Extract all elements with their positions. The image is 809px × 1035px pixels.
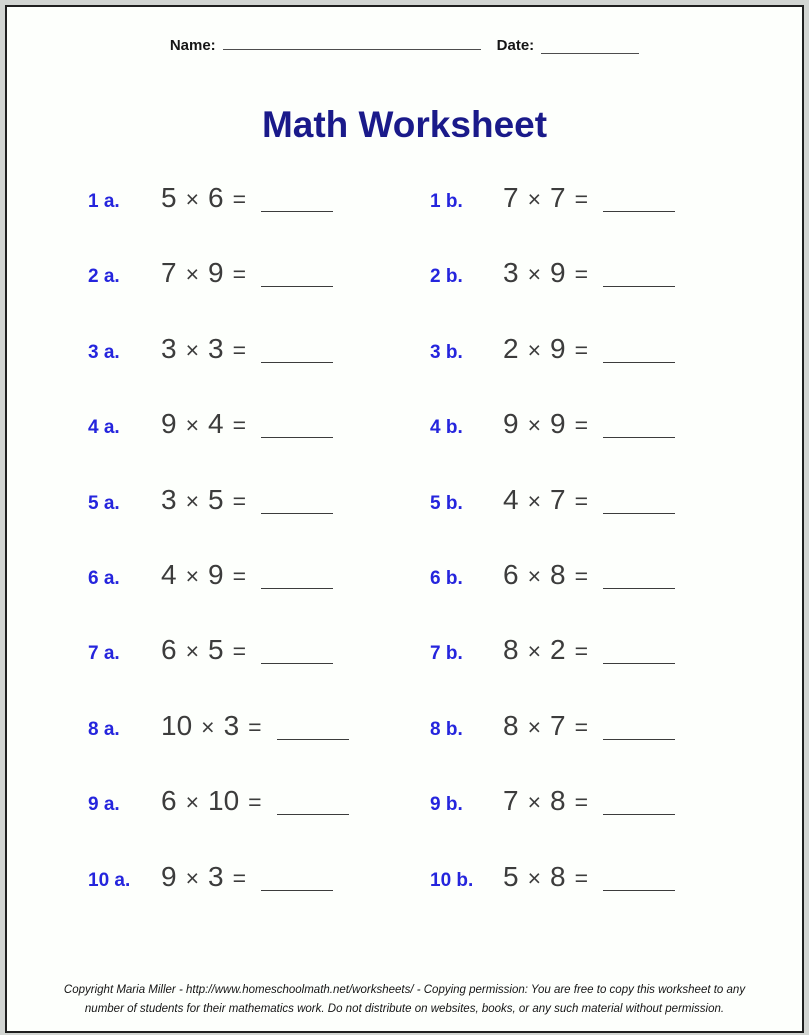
problem-cell-b <box>430 839 675 919</box>
factor-1: 9 <box>161 860 177 892</box>
problem-cell-b <box>430 311 675 391</box>
factor-1: 2 <box>503 332 519 364</box>
multiplication-sign: × <box>185 487 200 514</box>
date-blank-line <box>541 39 639 54</box>
problem-number-label: 1 a. <box>88 191 120 212</box>
factor-1: 7 <box>503 182 519 213</box>
equals-sign: = <box>574 186 589 212</box>
multiplication-sign: × <box>527 789 542 816</box>
problem-number-label: 5 a. <box>88 492 120 514</box>
problem-number-label: 5 b. <box>430 492 463 514</box>
multiplication-sign: × <box>185 789 200 816</box>
problem-row <box>7 311 802 386</box>
factor-2: 4 <box>208 408 224 440</box>
date-label: Date: <box>496 37 535 54</box>
factor-1: 6 <box>161 785 177 817</box>
factor-1: 8 <box>503 709 519 741</box>
copyright-line-2: number of students for their mathematics work. Do not distribute on websites, books, or any such material without permission. <box>84 1003 725 1015</box>
multiplication-sign: × <box>185 336 200 363</box>
problem-cell-a <box>88 462 333 542</box>
multiplication-sign: × <box>527 638 542 665</box>
problems-list <box>7 160 802 914</box>
multiplication-sign: × <box>185 261 200 288</box>
page-title: Math Worksheet <box>261 104 548 145</box>
problem-row <box>7 763 802 838</box>
problem-number-label: 10 a. <box>88 869 131 891</box>
factor-2: 9 <box>550 332 566 364</box>
multiplication-sign: × <box>527 412 542 439</box>
problem-number-label: 2 a. <box>88 266 120 288</box>
problem-cell-a <box>88 160 333 240</box>
factor-2: 9 <box>208 257 224 289</box>
problem-cell-b <box>430 462 675 542</box>
answer-blank <box>603 572 675 589</box>
problem-row <box>7 688 802 763</box>
problem-cell-b <box>430 763 675 843</box>
problem-row <box>7 235 802 310</box>
worksheet-page <box>5 5 804 1033</box>
answer-blank <box>603 647 675 664</box>
equals-sign: = <box>232 562 247 589</box>
problem-cell-a <box>88 839 333 919</box>
name-blank-line <box>223 35 481 50</box>
copyright-line-1: Copyright Maria Miller - http://www.homeschoolmath.net/worksheets/ - Copying permission: You are free to copy this worksheet to any <box>63 984 746 996</box>
factor-1: 6 <box>503 558 519 590</box>
multiplication-sign: × <box>527 562 542 589</box>
multiplication-sign: × <box>201 713 215 740</box>
equals-sign: = <box>574 789 589 816</box>
factor-2: 7 <box>550 709 566 741</box>
equals-sign: = <box>232 186 247 212</box>
factor-1: 4 <box>161 558 177 590</box>
problem-row <box>7 386 802 461</box>
name-date-header <box>7 35 802 54</box>
factor-1: 9 <box>161 408 177 440</box>
factor-2: 7 <box>550 182 566 213</box>
factor-2: 5 <box>208 483 224 515</box>
equals-sign: = <box>574 412 589 439</box>
multiplication-sign: × <box>527 261 542 288</box>
factor-1: 9 <box>503 408 519 440</box>
problem-cell-a <box>88 386 333 466</box>
multiplication-sign: × <box>527 713 542 740</box>
problem-number-label: 1 b. <box>430 191 463 212</box>
factor-1: 4 <box>503 483 519 515</box>
factor-2: 8 <box>550 558 566 590</box>
multiplication-sign: × <box>527 336 542 363</box>
answer-blank <box>603 874 675 891</box>
problem-number-label: 6 b. <box>430 567 463 589</box>
multiplication-sign: × <box>185 562 200 589</box>
factor-1: 5 <box>161 182 177 213</box>
equals-sign: = <box>574 261 589 288</box>
problem-cell-b <box>430 612 675 692</box>
answer-blank <box>603 497 675 514</box>
factor-1: 5 <box>503 860 519 892</box>
factor-1: 10 <box>161 709 193 741</box>
factor-2: 8 <box>550 785 566 817</box>
answer-blank <box>603 421 675 438</box>
equals-sign: = <box>232 261 247 288</box>
answer-blank <box>261 497 333 514</box>
problem-number-label: 9 a. <box>88 794 120 816</box>
problem-number-label: 3 a. <box>88 341 120 363</box>
factor-2: 3 <box>208 860 224 892</box>
problem-number-label: 2 b. <box>430 266 463 288</box>
factor-2: 2 <box>550 634 566 666</box>
problem-cell-a <box>88 612 333 692</box>
equals-sign: = <box>232 864 247 891</box>
factor-2: 3 <box>223 709 240 741</box>
equals-sign: = <box>574 487 589 514</box>
answer-blank <box>261 647 333 664</box>
problem-number-label: 8 b. <box>430 718 463 740</box>
multiplication-sign: × <box>527 864 542 891</box>
multiplication-sign: × <box>185 638 200 665</box>
factor-2: 9 <box>550 408 566 440</box>
multiplication-sign: × <box>527 487 542 514</box>
factor-2: 5 <box>208 634 224 666</box>
equals-sign: = <box>574 864 589 891</box>
equals-sign: = <box>248 713 262 740</box>
equals-sign: = <box>232 638 247 665</box>
multiplication-sign: × <box>185 186 200 212</box>
copyright-footer <box>7 981 802 1019</box>
answer-blank <box>603 723 675 740</box>
equals-sign: = <box>232 487 247 514</box>
factor-1: 3 <box>161 483 177 515</box>
problem-cell-a <box>88 763 349 843</box>
problem-cell-a <box>88 537 333 617</box>
factor-2: 9 <box>550 257 566 289</box>
problem-row <box>7 462 802 537</box>
equals-sign: = <box>574 562 589 589</box>
factor-1: 7 <box>503 785 519 817</box>
equals-sign: = <box>232 412 247 439</box>
equals-sign: = <box>248 789 262 816</box>
factor-1: 6 <box>161 634 177 666</box>
problem-cell-b <box>430 386 675 466</box>
answer-blank <box>261 572 333 589</box>
problem-cell-b <box>430 688 675 768</box>
answer-blank <box>603 195 675 212</box>
answer-blank <box>603 798 675 815</box>
equals-sign: = <box>574 336 589 363</box>
problem-cell-a <box>88 688 349 768</box>
problem-cell-b <box>430 160 675 240</box>
answer-blank <box>261 421 333 438</box>
answer-blank <box>261 270 333 287</box>
factor-2: 10 <box>208 785 240 817</box>
problem-number-label: 9 b. <box>430 794 463 816</box>
factor-2: 3 <box>208 332 224 364</box>
problem-cell-b <box>430 235 675 315</box>
problem-number-label: 10 b. <box>430 869 474 891</box>
multiplication-sign: × <box>185 864 200 891</box>
answer-blank <box>261 195 333 212</box>
factor-2: 8 <box>550 860 566 892</box>
factor-1: 3 <box>161 332 177 364</box>
equals-sign: = <box>232 336 247 363</box>
name-label: Name: <box>169 37 216 54</box>
factor-1: 8 <box>503 634 519 666</box>
problem-number-label: 3 b. <box>430 341 463 363</box>
problem-row <box>7 537 802 612</box>
factor-1: 7 <box>161 257 177 289</box>
multiplication-sign: × <box>527 186 542 212</box>
problem-row <box>7 612 802 687</box>
equals-sign: = <box>574 713 589 740</box>
answer-blank <box>277 798 349 815</box>
problem-cell-a <box>88 311 333 391</box>
answer-blank <box>603 270 675 287</box>
problem-row <box>7 160 802 235</box>
answer-blank <box>261 874 333 891</box>
factor-2: 7 <box>550 483 566 515</box>
answer-blank <box>277 723 349 740</box>
multiplication-sign: × <box>185 412 200 439</box>
problem-number-label: 7 a. <box>88 643 120 665</box>
problem-number-label: 6 a. <box>88 567 120 589</box>
problem-row <box>7 839 802 914</box>
problem-cell-b <box>430 537 675 617</box>
answer-blank <box>261 346 333 363</box>
problem-number-label: 7 b. <box>430 643 463 665</box>
problem-number-label: 4 a. <box>88 417 120 439</box>
problem-number-label: 4 b. <box>430 417 463 439</box>
problem-cell-a <box>88 235 333 315</box>
equals-sign: = <box>574 638 589 665</box>
factor-2: 6 <box>208 182 224 213</box>
answer-blank <box>603 346 675 363</box>
factor-1: 3 <box>503 257 519 289</box>
factor-2: 9 <box>208 558 224 590</box>
problem-number-label: 8 a. <box>88 718 120 740</box>
